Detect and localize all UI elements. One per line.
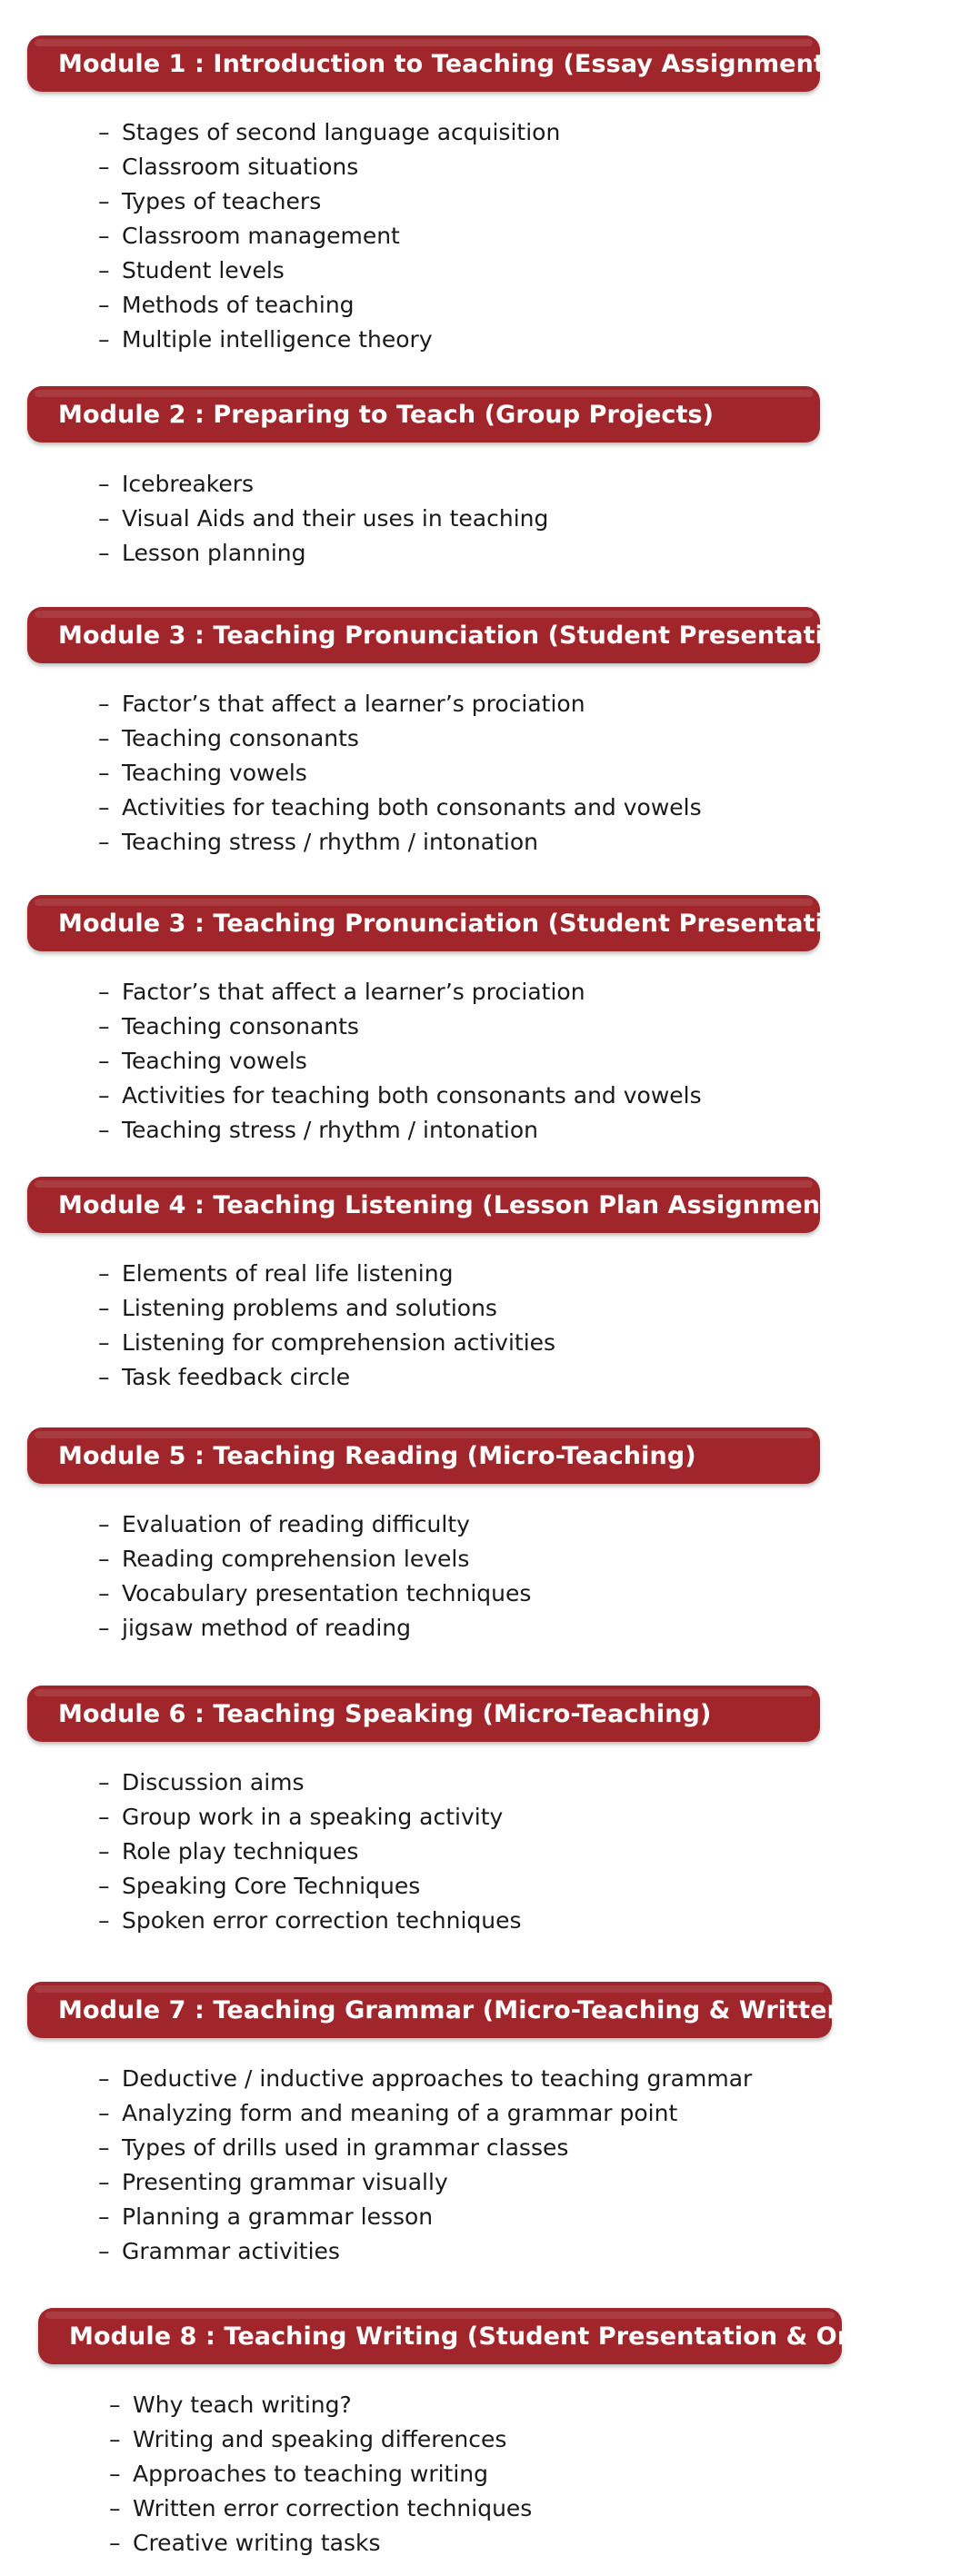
topic-label: Writing and speaking differences (133, 2426, 507, 2452)
topic-item (109, 2526, 532, 2561)
topic-item (98, 1835, 522, 1869)
topic-list (98, 975, 702, 1148)
topic-item (98, 1044, 702, 1079)
topic-label: Teaching vowels (122, 760, 307, 786)
dash-bullet: – (98, 292, 110, 318)
topic-item (98, 323, 560, 357)
topic-item (98, 825, 702, 860)
module-title: Module 3 : Teaching Pronunciation (Student Presentation) (58, 909, 870, 938)
module-title: Module 8 : Teaching Writing (Student Presentation & Oral Exam) (69, 2322, 970, 2351)
dash-bullet: – (98, 540, 110, 566)
topic-label: Visual Aids and their uses in teaching (122, 505, 549, 532)
dash-bullet: – (98, 829, 110, 855)
dash-bullet: – (98, 154, 110, 180)
topic-item (98, 219, 560, 254)
topic-label: Role play techniques (122, 1838, 359, 1865)
topic-item (98, 1800, 522, 1835)
module-banner (38, 2308, 970, 2364)
topic-item (98, 791, 702, 825)
topic-item (98, 1291, 555, 1326)
module-banner (27, 1177, 844, 1233)
dash-bullet: – (98, 2065, 110, 2092)
topic-item (98, 2096, 752, 2131)
dash-bullet: – (98, 2238, 110, 2264)
topic-item (109, 2457, 532, 2491)
topic-item (98, 1257, 555, 1291)
topic-item (109, 2491, 532, 2526)
dash-bullet: – (98, 326, 110, 353)
module-title: Module 5 : Teaching Reading (Micro-Teaching) (58, 1441, 696, 1470)
dash-bullet: – (98, 794, 110, 821)
dash-bullet: – (98, 1082, 110, 1109)
dash-bullet: – (109, 2392, 121, 2418)
topic-list (98, 1257, 555, 1395)
topic-item (98, 1611, 531, 1646)
topic-item (98, 2131, 752, 2165)
topic-item (98, 536, 548, 571)
topic-label: Listening for comprehension activities (122, 1329, 556, 1356)
topic-item (98, 150, 560, 184)
topic-label: Teaching stress / rhythm / intonation (122, 1117, 538, 1143)
dash-bullet: – (98, 1838, 110, 1865)
module-banner (27, 1686, 820, 1742)
dash-bullet: – (98, 691, 110, 717)
topic-list (98, 115, 560, 357)
topic-label: Classroom situations (122, 154, 359, 180)
topic-item (98, 467, 548, 502)
topic-label: Vocabulary presentation techniques (122, 1580, 532, 1606)
dash-bullet: – (98, 1117, 110, 1143)
dash-bullet: – (109, 2461, 121, 2487)
dash-bullet: – (98, 188, 110, 214)
dash-bullet: – (98, 725, 110, 751)
dash-bullet: – (98, 223, 110, 249)
dash-bullet: – (98, 505, 110, 532)
topic-item (98, 1765, 522, 1800)
topic-item (98, 1010, 702, 1044)
topic-item (98, 1542, 531, 1576)
dash-bullet: – (98, 2169, 110, 2195)
topic-label: Group work in a speaking activity (122, 1804, 504, 1830)
topic-list (98, 1765, 522, 1938)
topic-item (98, 2062, 752, 2096)
topic-label: Why teach writing? (133, 2392, 352, 2418)
topic-item (98, 254, 560, 288)
dash-bullet: – (98, 2203, 110, 2230)
dash-bullet: – (98, 2100, 110, 2126)
topic-item (98, 2234, 752, 2269)
topic-label: Methods of teaching (122, 292, 355, 318)
module-title: Module 7 : Teaching Grammar (Micro-Teaching & Written Exam) (58, 1995, 940, 2024)
module-title: Module 4 : Teaching Listening (Lesson Plan Assignment) (58, 1190, 844, 1219)
module-title: Module 6 : Teaching Speaking (Micro-Teaching) (58, 1699, 712, 1728)
dash-bullet: – (98, 257, 110, 283)
topic-label: Presenting grammar visually (122, 2169, 448, 2195)
topic-item (98, 1869, 522, 1904)
topic-label: Spoken error correction techniques (122, 1907, 522, 1934)
topic-label: Stages of second language acquisition (122, 119, 561, 145)
topic-item (98, 1360, 555, 1395)
topic-list (109, 2388, 532, 2561)
topic-label: Evaluation of reading difficulty (122, 1511, 470, 1537)
topic-list (98, 2062, 752, 2269)
topic-label: Planning a grammar lesson (122, 2203, 434, 2230)
topic-label: Teaching vowels (122, 1048, 307, 1074)
topic-label: Creative writing tasks (133, 2530, 381, 2556)
topic-label: Factor’s that affect a learner’s prociation (122, 691, 585, 717)
topic-label: Analyzing form and meaning of a grammar point (122, 2100, 678, 2126)
dash-bullet: – (98, 471, 110, 497)
dash-bullet: – (98, 1511, 110, 1537)
module-banner (27, 386, 820, 443)
topic-label: Teaching stress / rhythm / intonation (122, 829, 538, 855)
dash-bullet: – (98, 1873, 110, 1899)
topic-label: Factor’s that affect a learner’s prociation (122, 979, 585, 1005)
topic-label: Elements of real life listening (122, 1260, 454, 1287)
topic-label: Activities for teaching both consonants and vowels (122, 1082, 702, 1109)
topic-item (98, 1079, 702, 1113)
topic-list (98, 687, 702, 860)
dash-bullet: – (109, 2495, 121, 2521)
topic-label: Speaking Core Techniques (122, 1873, 421, 1899)
topic-list (98, 467, 548, 571)
topic-label: Types of teachers (122, 188, 322, 214)
topic-label: jigsaw method of reading (122, 1615, 411, 1641)
topic-item (98, 1904, 522, 1938)
dash-bullet: – (98, 1580, 110, 1606)
topic-label: Multiple intelligence theory (122, 326, 433, 353)
topic-list (98, 1507, 531, 1646)
topic-label: Deductive / inductive approaches to teaching grammar (122, 2065, 753, 2092)
dash-bullet: – (98, 979, 110, 1005)
topic-label: Student levels (122, 257, 285, 283)
topic-item (98, 756, 702, 791)
topic-item (98, 687, 702, 721)
topic-label: Teaching consonants (122, 1013, 359, 1039)
topic-label: Activities for teaching both consonants and vowels (122, 794, 702, 821)
dash-bullet: – (98, 1013, 110, 1039)
module-banner (27, 1427, 820, 1484)
module-title: Module 3 : Teaching Pronunciation (Student Presentation) (58, 621, 870, 650)
module-banner (27, 607, 870, 663)
topic-label: Task feedback circle (122, 1364, 351, 1390)
topic-label: Reading comprehension levels (122, 1546, 470, 1572)
topic-label: Lesson planning (122, 540, 306, 566)
topic-label: Approaches to teaching writing (133, 2461, 489, 2487)
topic-item (98, 1507, 531, 1542)
topic-item (98, 184, 560, 219)
module-title: Module 2 : Preparing to Teach (Group Projects) (58, 400, 715, 429)
topic-item (98, 115, 560, 150)
module-title: Module 1 : Introduction to Teaching (Essay Assignment) (58, 49, 837, 78)
topic-label: Types of drills used in grammar classes (122, 2134, 569, 2161)
topic-item (98, 1113, 702, 1148)
dash-bullet: – (98, 1260, 110, 1287)
dash-bullet: – (98, 1907, 110, 1934)
dash-bullet: – (98, 760, 110, 786)
topic-item (98, 1326, 555, 1360)
dash-bullet: – (98, 1546, 110, 1572)
topic-item (98, 502, 548, 536)
module-banner (27, 35, 837, 92)
topic-item (98, 2165, 752, 2200)
topic-label: Listening problems and solutions (122, 1295, 497, 1321)
topic-label: Classroom management (122, 223, 400, 249)
topic-item (98, 288, 560, 323)
module-banner (27, 895, 870, 951)
topic-item (98, 1576, 531, 1611)
topic-item (98, 2200, 752, 2234)
topic-label: Written error correction techniques (133, 2495, 533, 2521)
dash-bullet: – (98, 1329, 110, 1356)
topic-item (109, 2422, 532, 2457)
dash-bullet: – (98, 2134, 110, 2161)
dash-bullet: – (109, 2530, 121, 2556)
dash-bullet: – (98, 1048, 110, 1074)
topic-label: Grammar activities (122, 2238, 340, 2264)
topic-label: Icebreakers (122, 471, 255, 497)
dash-bullet: – (98, 1769, 110, 1795)
dash-bullet: – (98, 1295, 110, 1321)
dash-bullet: – (98, 1804, 110, 1830)
dash-bullet: – (98, 1615, 110, 1641)
topic-item (98, 975, 702, 1010)
dash-bullet: – (98, 119, 110, 145)
module-banner (27, 1982, 940, 2038)
dash-bullet: – (98, 1364, 110, 1390)
topic-label: Discussion aims (122, 1769, 305, 1795)
dash-bullet: – (109, 2426, 121, 2452)
topic-item (98, 721, 702, 756)
topic-label: Teaching consonants (122, 725, 359, 751)
topic-item (109, 2388, 532, 2422)
